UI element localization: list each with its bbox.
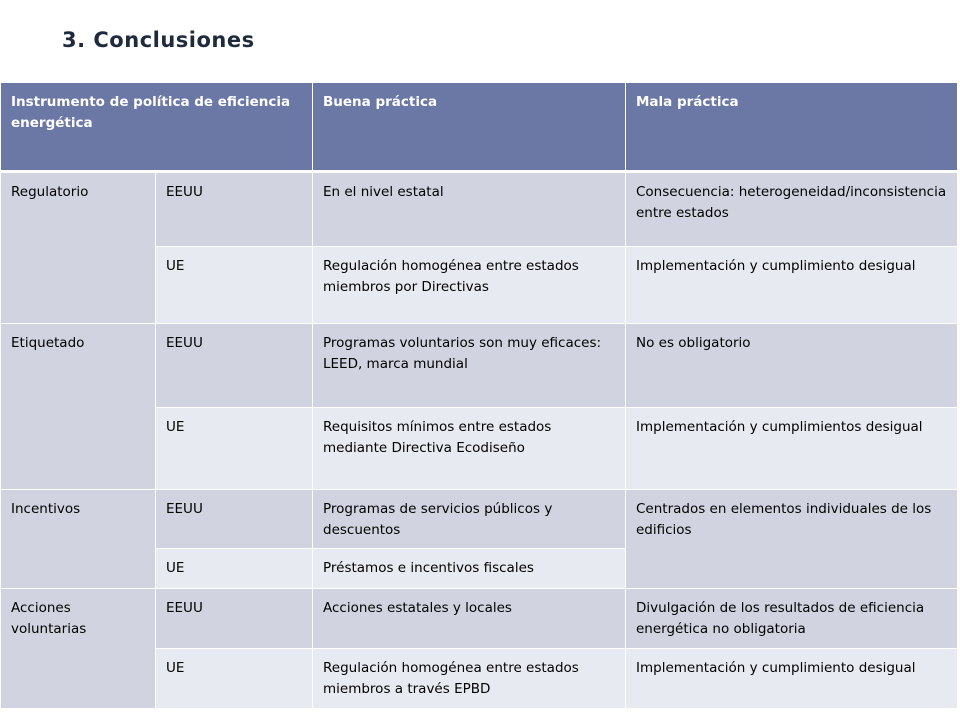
good-practice-cell: Regulación homogénea entre estados miembros por Directivas [313, 247, 626, 324]
good-practice-cell: Programas voluntarios son muy eficaces: LEED, marca mundial [313, 324, 626, 408]
slide-title: 3. Conclusiones [62, 28, 255, 52]
header-instrument: Instrumento de política de eficiencia energética [1, 83, 313, 172]
bad-practice-cell: Divulgación de los resultados de eficiencia energética no obligatoria [626, 589, 958, 649]
table-header-row [1, 83, 958, 172]
good-practice-cell: Acciones estatales y locales [313, 589, 626, 649]
good-practice-cell: En el nivel estatal [313, 172, 626, 247]
bad-practice-cell: Implementación y cumplimiento desigual [626, 247, 958, 324]
table-row [1, 324, 958, 408]
instrument-cell: Regulatorio [1, 172, 156, 324]
good-practice-cell: Préstamos e incentivos fiscales [313, 549, 626, 589]
bad-practice-cell: Implementación y cumplimiento desigual [626, 649, 958, 709]
good-practice-cell: Requisitos mínimos entre estados mediante Directiva Ecodiseño [313, 408, 626, 490]
instrument-cell: Acciones voluntarias [1, 589, 156, 709]
region-cell: UE [156, 247, 313, 324]
region-cell: EEUU [156, 324, 313, 408]
header-bad-practice: Mala práctica [626, 83, 958, 172]
region-cell: EEUU [156, 490, 313, 549]
table-row [1, 490, 958, 549]
region-cell: EEUU [156, 589, 313, 649]
instrument-cell: Incentivos [1, 490, 156, 589]
bad-practice-cell: Implementación y cumplimientos desigual [626, 408, 958, 490]
bad-practice-cell: No es obligatorio [626, 324, 958, 408]
good-practice-cell: Regulación homogénea entre estados miembros a través EPBD [313, 649, 626, 709]
region-cell: UE [156, 549, 313, 589]
bad-practice-cell: Consecuencia: heterogeneidad/inconsistencia entre estados [626, 172, 958, 247]
bad-practice-cell: Centrados en elementos individuales de los edificios [626, 490, 958, 589]
policy-comparison-table [0, 82, 958, 709]
region-cell: UE [156, 649, 313, 709]
region-cell: UE [156, 408, 313, 490]
good-practice-cell: Programas de servicios públicos y descuentos [313, 490, 626, 549]
table-row [1, 589, 958, 649]
header-good-practice: Buena práctica [313, 83, 626, 172]
table-row [1, 172, 958, 247]
region-cell: EEUU [156, 172, 313, 247]
instrument-cell: Etiquetado [1, 324, 156, 490]
